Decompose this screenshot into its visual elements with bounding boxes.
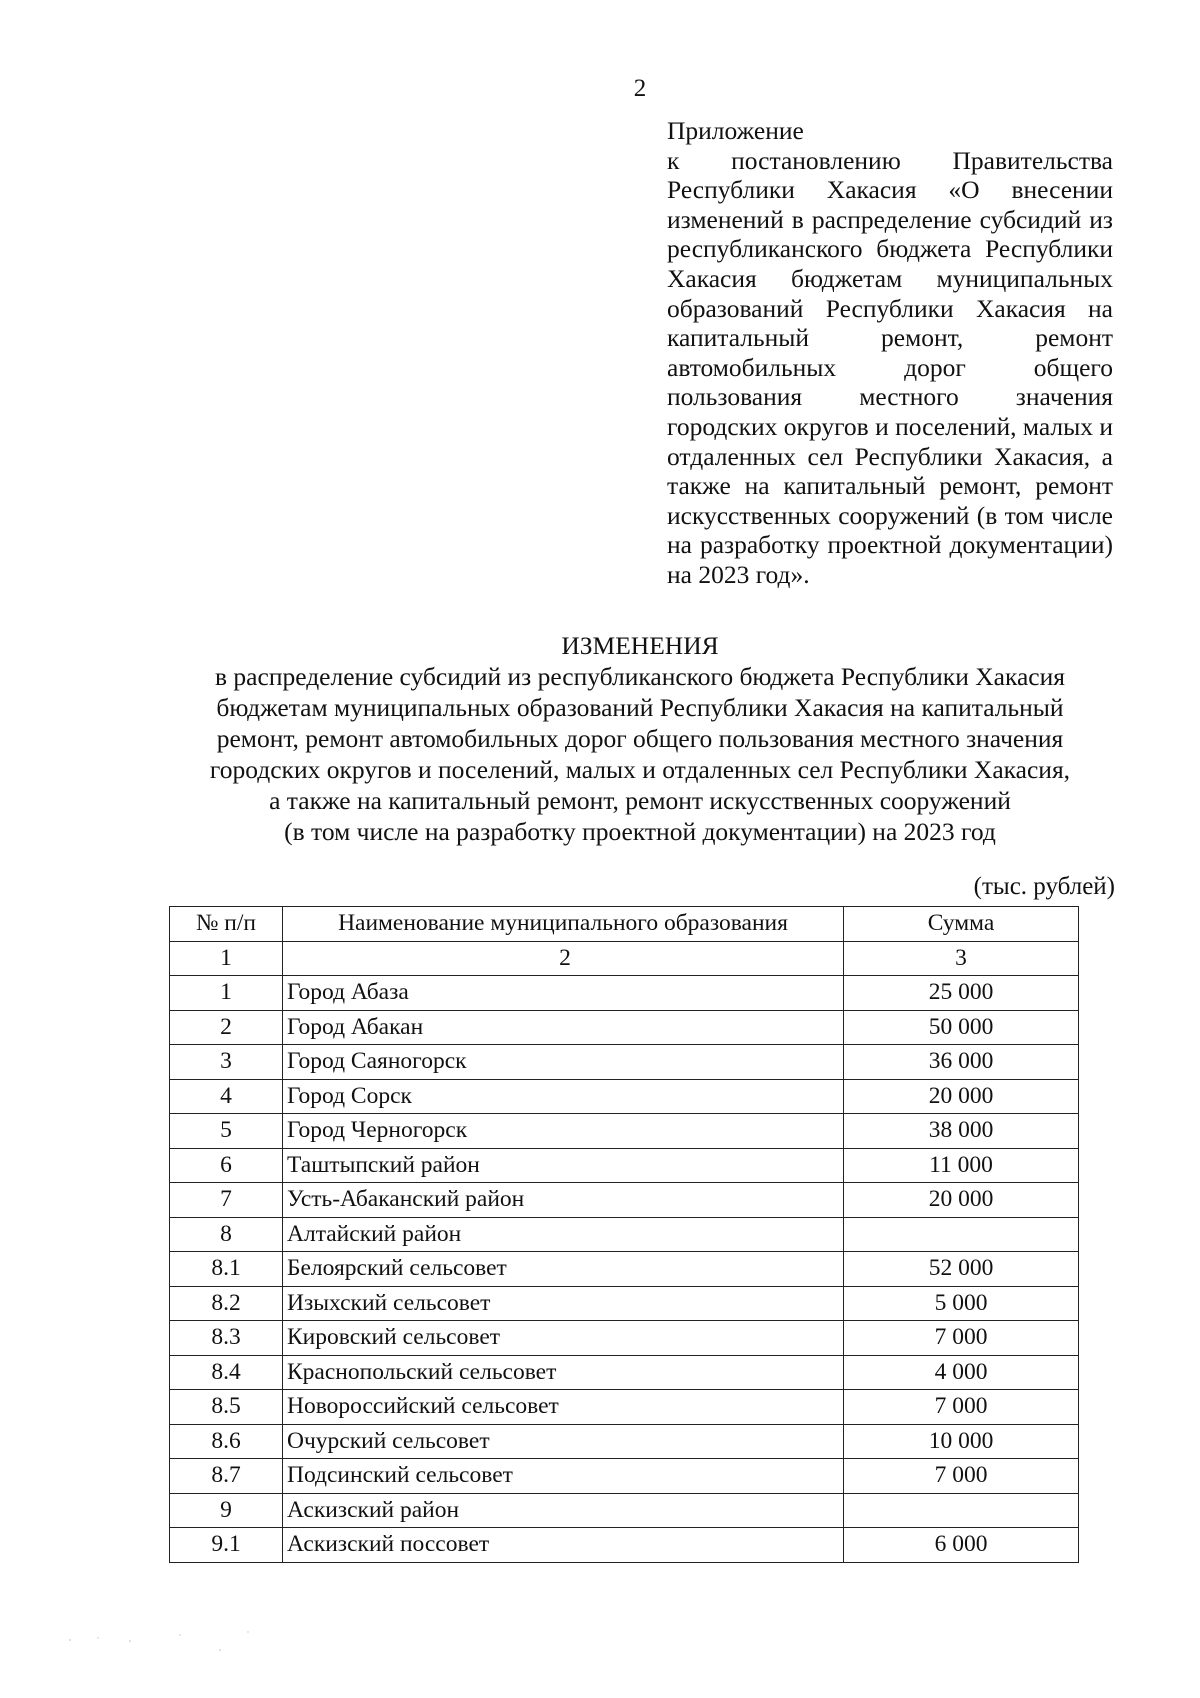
subsidy-table [169,906,1079,1563]
row-sum: 20 000 [844,1079,1079,1114]
row-name: Город Саяногорск [283,1045,844,1080]
row-name: Новороссийский сельсовет [283,1390,844,1425]
heading-line: (в том числе на разработку проектной документации) на 2023 год [284,817,996,846]
row-name: Краснопольский сельсовет [283,1355,844,1390]
table-row [170,1183,1079,1218]
column-number: 1 [170,941,283,976]
table-header-row [170,907,1079,942]
table-row [170,1528,1079,1563]
appendix-title: Приложение [667,116,804,145]
table-row [170,1493,1079,1528]
table-row [170,1424,1079,1459]
row-number: 1 [170,976,283,1011]
table-row [170,976,1079,1011]
table-row [170,1355,1079,1390]
row-name: Алтайский район [283,1217,844,1252]
row-sum: 52 000 [844,1252,1079,1287]
units-label: (тыс. рублей) [973,873,1115,900]
row-name: Подсинский сельсовет [283,1459,844,1494]
table-row [170,1390,1079,1425]
row-name: Таштыпский район [283,1148,844,1183]
row-name: Город Абаза [283,976,844,1011]
row-name: Город Абакан [283,1010,844,1045]
row-sum: 4 000 [844,1355,1079,1390]
row-number: 8.5 [170,1390,283,1425]
table-row [170,1217,1079,1252]
row-name: Аскизский район [283,1493,844,1528]
row-name: Белоярский сельсовет [283,1252,844,1287]
row-number: 3 [170,1045,283,1080]
scan-speckles [60,1620,260,1660]
row-name: Изыхский сельсовет [283,1286,844,1321]
row-sum: 7 000 [844,1390,1079,1425]
row-number: 9.1 [170,1528,283,1563]
appendix-text: к постановлению Правительства Республики Хакасия «О внесении изменений в распределение субсидий из республиканского бюджета Республики Хакасия бюджетам муниципальных образований Республики Хакасия на капитальный ремонт, ремонт автомобильных дорог общего пользования местного значения городских округов и поселений, малых и отдаленных сел Республики Хакасия, а также на капитальный ремонт, ремонт искусственных сооружений (в том числе на разработку проектной документации) на 2023 год». [667,145,1113,589]
row-sum [844,1217,1079,1252]
column-number: 2 [283,941,844,976]
table-row [170,1079,1079,1114]
row-sum: 11 000 [844,1148,1079,1183]
header-sum: Сумма [844,907,1079,942]
row-number: 8.4 [170,1355,283,1390]
row-sum: 50 000 [844,1010,1079,1045]
header-number: № п/п [170,907,283,942]
row-sum: 7 000 [844,1321,1079,1356]
row-sum: 38 000 [844,1114,1079,1149]
row-name: Усть-Абаканский район [283,1183,844,1218]
row-number: 4 [170,1079,283,1114]
row-number: 8.2 [170,1286,283,1321]
row-number: 8.3 [170,1321,283,1356]
header-name: Наименование муниципального образования [283,907,844,942]
table-row [170,1459,1079,1494]
table-row [170,1252,1079,1287]
table-row [170,1286,1079,1321]
row-name: Аскизский поссовет [283,1528,844,1563]
table-row [170,1148,1079,1183]
heading-line: ремонт, ремонт автомобильных дорог общего пользования местного значения [216,724,1064,753]
row-sum: 6 000 [844,1528,1079,1563]
table-row [170,1114,1079,1149]
row-number: 5 [170,1114,283,1149]
row-number: 9 [170,1493,283,1528]
row-number: 7 [170,1183,283,1218]
heading-line: бюджетам муниципальных образований Республики Хакасия на капитальный [216,693,1064,722]
row-sum: 20 000 [844,1183,1079,1218]
row-sum [844,1493,1079,1528]
row-name: Кировский сельсовет [283,1321,844,1356]
row-number: 8.1 [170,1252,283,1287]
column-number: 3 [844,941,1079,976]
table-row [170,1321,1079,1356]
table-body [170,976,1079,1563]
table-row [170,1045,1079,1080]
row-number: 8 [170,1217,283,1252]
heading-line: городских округов и поселений, малых и отдаленных сел Республики Хакасия, [209,755,1071,784]
column-number-row [170,941,1079,976]
heading-line: а также на капитальный ремонт, ремонт искусственных сооружений [269,786,1011,815]
row-number: 8.7 [170,1459,283,1494]
document-heading [150,630,1130,847]
row-sum: 7 000 [844,1459,1079,1494]
row-sum: 36 000 [844,1045,1079,1080]
row-sum: 25 000 [844,976,1079,1011]
row-name: Город Сорск [283,1079,844,1114]
row-name: Город Черногорск [283,1114,844,1149]
appendix-block [667,116,1113,590]
row-sum: 5 000 [844,1286,1079,1321]
heading-line: в распределение субсидий из республиканского бюджета Республики Хакасия [215,662,1065,691]
row-number: 2 [170,1010,283,1045]
row-number: 6 [170,1148,283,1183]
page-number: 2 [633,75,647,102]
row-number: 8.6 [170,1424,283,1459]
heading-title: ИЗМЕНЕНИЯ [561,631,719,660]
row-name: Очурский сельсовет [283,1424,844,1459]
table-row [170,1010,1079,1045]
row-sum: 10 000 [844,1424,1079,1459]
